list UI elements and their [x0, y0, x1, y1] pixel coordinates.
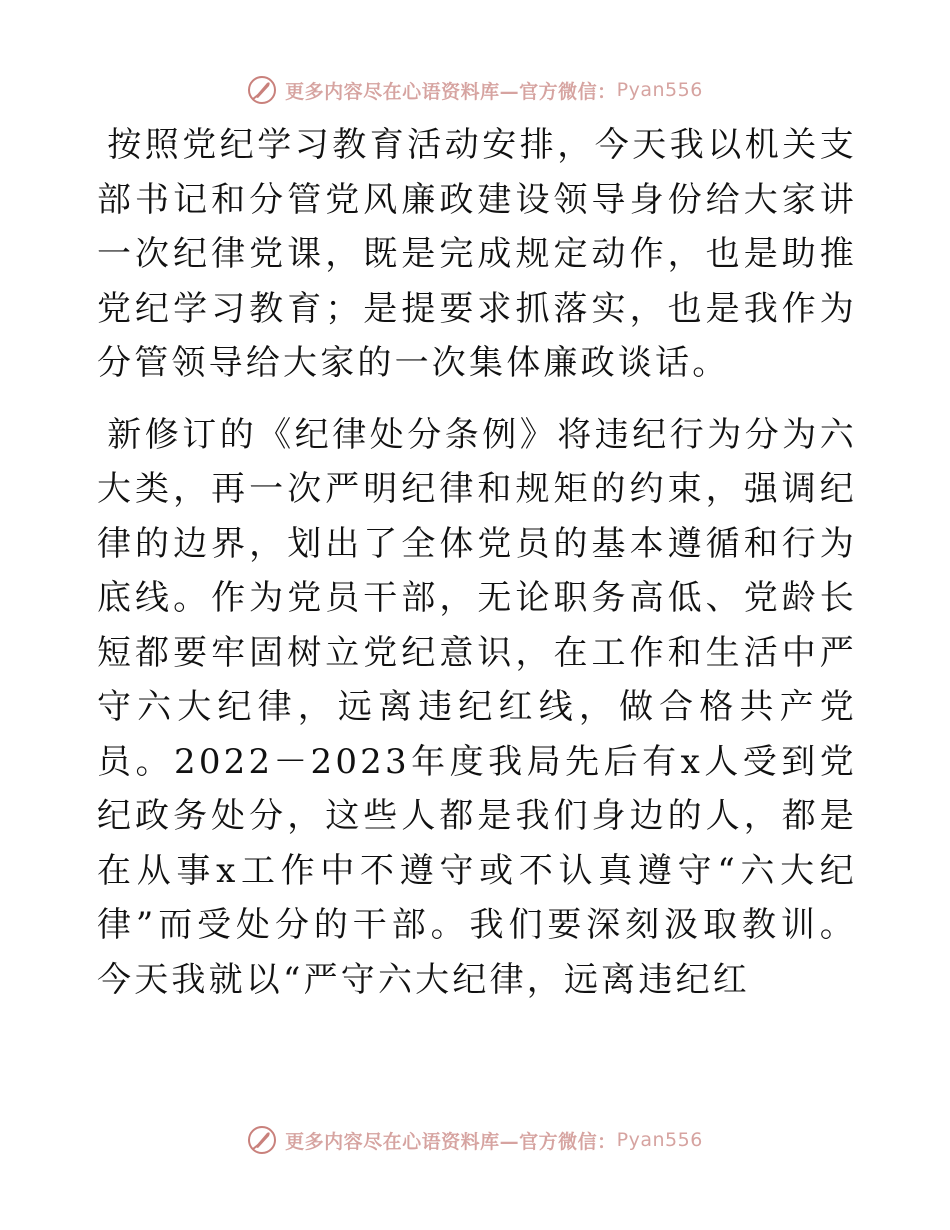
wechat-id: Pyan556 — [616, 79, 703, 101]
wechat-id: Pyan556 — [616, 1129, 703, 1151]
footer-banner — [0, 1120, 950, 1160]
banner-text: 更多内容尽在心语资料库—官方微信： — [285, 80, 617, 103]
banner-text: 更多内容尽在心语资料库—官方微信： — [285, 1130, 617, 1153]
feather-pen-logo-icon — [247, 1125, 277, 1155]
paragraph: 按照党纪学习教育活动安排，今天我以机关支部书记和分管党风廉政建设领导身份给大家讲一次纪律党课，既是完成规定动作，也是助推党纪学习教育；是提要求抓落实，也是我作为分管领导给大家的一次集体廉政谈话。 — [97, 125, 857, 383]
document-body — [97, 118, 857, 1007]
header-banner — [0, 70, 950, 110]
feather-pen-logo-icon — [247, 75, 277, 105]
paragraph: 新修订的《纪律处分条例》将违纪行为分为六大类，再一次严明纪律和规矩的约束，强调纪律的边界，划出了全体党员的基本遵循和行为底线。作为党员干部，无论职务高低、党龄长短都要牢固树立党纪意识，在工作和生活中严守六大纪律，远离违纪红线，做合格共产党员。2022－2023年度我局先后有x人受到党纪政务处分，这些人都是我们身边的人，都是在从事x工作中不遵守或不认真遵守“六大纪律”而受处分的干部。我们要深刻汲取教训。今天我就以“严守六大纪律，远离违纪红 — [97, 414, 857, 1000]
